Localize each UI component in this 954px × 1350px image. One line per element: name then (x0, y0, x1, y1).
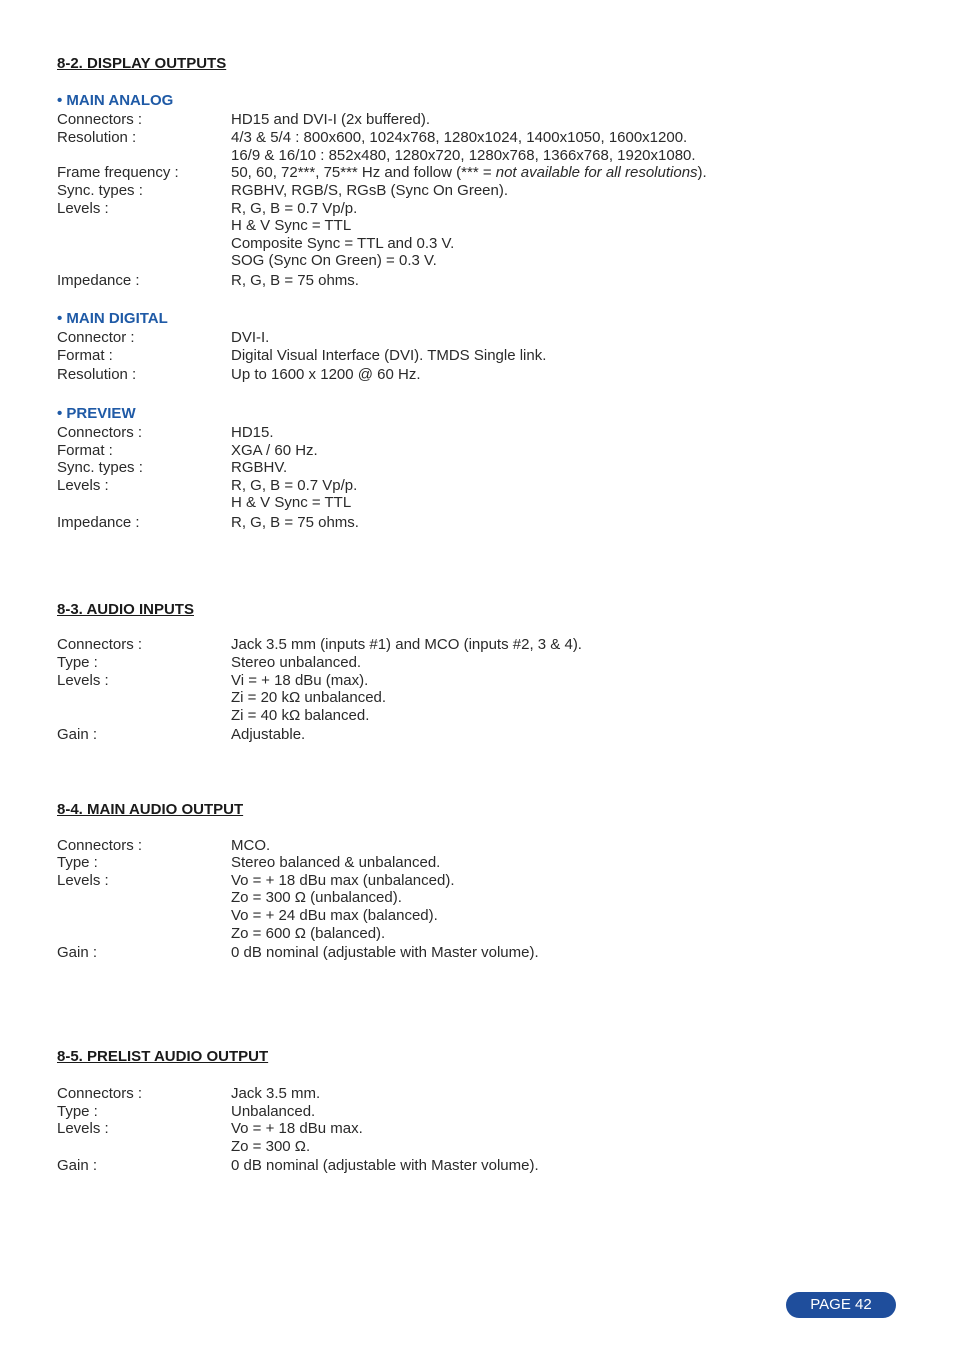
value-levels-2: Zi = 20 kΩ unbalanced. (231, 689, 387, 706)
value-gain: Adjustable. (231, 726, 306, 743)
value-levels-3: Zi = 40 kΩ balanced. (231, 707, 370, 724)
section-title-prelist-audio-output: 8-5. PRELIST AUDIO OUTPUT (57, 1048, 269, 1065)
label-gain: Gain : (57, 1157, 98, 1174)
value-type: Unbalanced. (231, 1103, 316, 1120)
label-sync-types: Sync. types : (57, 459, 143, 476)
label-connectors: Connectors : (57, 111, 143, 128)
frame-frequency-note: not available for all resolutions (495, 164, 698, 181)
value-gain: 0 dB nominal (adjustable with Master volume). (231, 944, 539, 961)
value-gain: 0 dB nominal (adjustable with Master volume). (231, 1157, 539, 1174)
value-sync-types: RGBHV. (231, 459, 288, 476)
label-levels: Levels : (57, 477, 109, 494)
value-levels-1: Vo = + 18 dBu max (unbalanced). (231, 872, 455, 889)
section-title-main-audio-output: 8-4. MAIN AUDIO OUTPUT (57, 801, 244, 818)
value-levels-4: Zo = 600 Ω (balanced). (231, 925, 386, 942)
label-resolution: Resolution : (57, 129, 137, 146)
label-connector: Connector : (57, 329, 135, 346)
label-format: Format : (57, 347, 113, 364)
value-sync-types: RGBHV, RGB/S, RGsB (Sync On Green). (231, 182, 509, 199)
label-type: Type : (57, 854, 98, 871)
value-impedance: R, G, B = 75 ohms. (231, 272, 359, 289)
page-number-badge: PAGE 42 (786, 1292, 896, 1318)
value-levels-4: SOG (Sync On Green) = 0.3 V. (231, 252, 437, 269)
label-connectors: Connectors : (57, 837, 143, 854)
value-format: XGA / 60 Hz. (231, 442, 318, 459)
value-levels-3: Composite Sync = TTL and 0.3 V. (231, 235, 455, 252)
value-levels-1: R, G, B = 0.7 Vp/p. (231, 477, 358, 494)
label-resolution: Resolution : (57, 366, 137, 383)
label-gain: Gain : (57, 944, 98, 961)
value-levels-2: H & V Sync = TTL (231, 494, 352, 511)
label-connectors: Connectors : (57, 1085, 143, 1102)
label-levels: Levels : (57, 672, 109, 689)
value-levels-3: Vo = + 24 dBu max (balanced). (231, 907, 438, 924)
section-title-audio-inputs: 8-3. AUDIO INPUTS (57, 601, 194, 618)
frame-frequency-end: ). (697, 164, 707, 181)
value-levels-2: Zo = 300 Ω (unbalanced). (231, 889, 402, 906)
value-levels-1: R, G, B = 0.7 Vp/p. (231, 200, 358, 217)
value-levels-1: Vo = + 18 dBu max. (231, 1120, 363, 1137)
value-levels-2: Zo = 300 Ω. (231, 1138, 311, 1155)
value-connector: DVI-I. (231, 329, 270, 346)
subsection-main-analog: • MAIN ANALOG (57, 92, 174, 109)
label-connectors: Connectors : (57, 636, 143, 653)
value-type: Stereo unbalanced. (231, 654, 362, 671)
value-connectors: Jack 3.5 mm. (231, 1085, 321, 1102)
value-impedance: R, G, B = 75 ohms. (231, 514, 359, 531)
value-connectors: HD15 and DVI-I (2x buffered). (231, 111, 430, 128)
label-gain: Gain : (57, 726, 98, 743)
label-levels: Levels : (57, 1120, 109, 1137)
label-format: Format : (57, 442, 113, 459)
label-type: Type : (57, 654, 98, 671)
label-sync-types: Sync. types : (57, 182, 143, 199)
value-connectors: MCO. (231, 837, 271, 854)
value-levels-2: H & V Sync = TTL (231, 217, 352, 234)
label-impedance: Impedance : (57, 514, 140, 531)
value-resolution: Up to 1600 x 1200 @ 60 Hz. (231, 366, 421, 383)
label-frame-frequency: Frame frequency : (57, 164, 179, 181)
section-title-display-outputs: 8-2. DISPLAY OUTPUTS (57, 55, 227, 72)
value-connectors: Jack 3.5 mm (inputs #1) and MCO (inputs #2, 3 & 4). (231, 636, 582, 653)
label-type: Type : (57, 1103, 98, 1120)
value-levels-1: Vi = + 18 dBu (max). (231, 672, 369, 689)
value-resolution-1: 4/3 & 5/4 : 800x600, 1024x768, 1280x1024, 1400x1050, 1600x1200. (231, 129, 688, 146)
label-levels: Levels : (57, 872, 109, 889)
subsection-preview: • PREVIEW (57, 405, 136, 422)
value-resolution-2: 16/9 & 16/10 : 852x480, 1280x720, 1280x768, 1366x768, 1920x1080. (231, 147, 696, 164)
label-levels: Levels : (57, 200, 109, 217)
label-impedance: Impedance : (57, 272, 140, 289)
value-frame-frequency (231, 164, 707, 181)
value-type: Stereo balanced & unbalanced. (231, 854, 441, 871)
label-connectors: Connectors : (57, 424, 143, 441)
subsection-main-digital: • MAIN DIGITAL (57, 310, 168, 327)
frame-frequency-text: 50, 60, 72***, 75*** Hz and follow (*** = (231, 164, 496, 181)
value-format: Digital Visual Interface (DVI). TMDS Single link. (231, 347, 547, 364)
value-connectors: HD15. (231, 424, 274, 441)
